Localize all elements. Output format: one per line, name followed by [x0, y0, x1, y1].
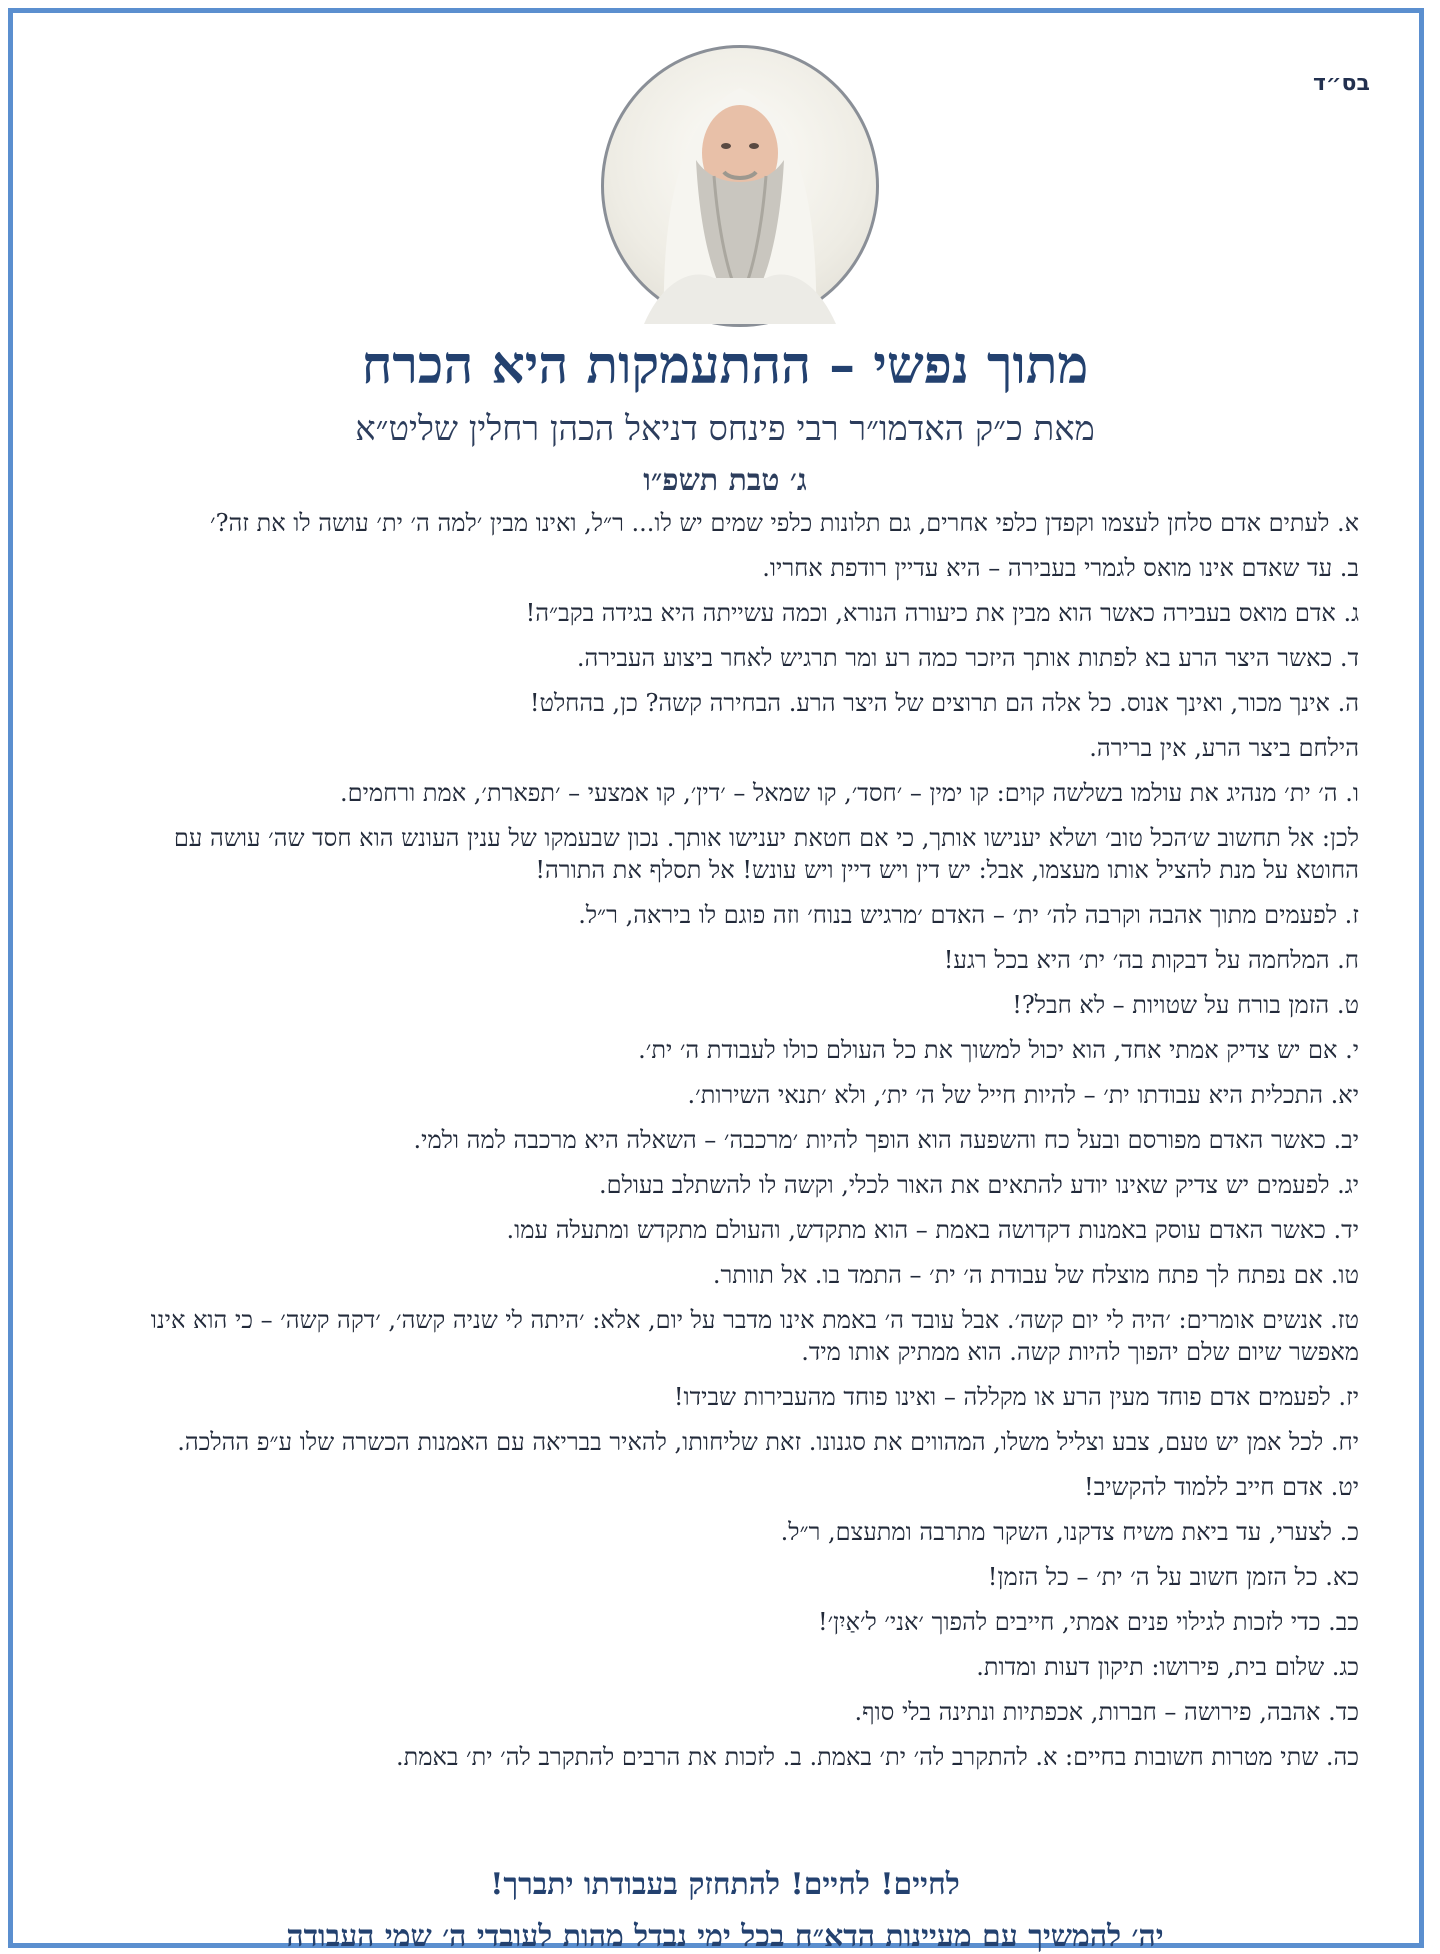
- paragraph: כ. לצערי, עד ביאת משיח צדקנו, השקר מתרבה ומתעצם, ר״ל.: [780, 1518, 1359, 1546]
- paragraph: ו. ה׳ ית׳ מנהיג את עולמו בשלשה קוים: קו ימין – ׳חסד׳, קו שמאל – ׳דין׳, קו אמצעי – ׳תפארת׳, אמת ורחמים.: [340, 779, 1359, 807]
- paragraph: יד. כאשר האדם עוסק באמנות דקדושה באמת – הוא מתקדש, והעולם מתקדש ומתעלה עמו.: [506, 1216, 1359, 1244]
- teachings-list: [109, 507, 1359, 1786]
- paragraph: כב. כדי לזכות לגילוי פנים אמתי, חייבים להפוך ׳אני׳ ל׳אַיִן׳!: [817, 1608, 1359, 1636]
- paragraph: כא. כל הזמן חשוב על ה׳ ית׳ – כל הזמן!: [987, 1563, 1359, 1591]
- paragraph: ד. כאשר היצר הרע בא לפתות אותך היזכר כמה רע ומר תרגיש לאחר ביצוע העבירה.: [576, 644, 1359, 672]
- rabbi-portrait-image: [601, 45, 879, 327]
- paragraph: ה. אינך מכור, ואינך אנוס. כל אלה הם תרוצים של היצר הרע. הבחירה קשה? כן, בהחלט!: [529, 689, 1359, 717]
- page-border: [8, 8, 1424, 1954]
- paragraph: יג. לפעמים יש צדיק שאינו יודע להתאים את האור לכלי, וקשה לו להשתלב בעולם.: [599, 1171, 1359, 1199]
- paragraph: טו. אם נפתח לך פתח מוצלח של עבודת ה׳ ית׳ – התמד בו. אל תוותר.: [712, 1261, 1359, 1289]
- paragraph: הילחם ביצר הרע, אין ברירה.: [1089, 734, 1359, 762]
- paragraph: כד. אהבה, פירושה – חברות, אכפתיות ונתינה בלי סוף.: [854, 1698, 1359, 1726]
- paragraph: טז. אנשים אומרים: ׳היה לי יום קשה׳. אבל עובד ה׳ באמת אינו מדבר על יום, אלא: ׳היתה לי שניה קשה׳, ׳דקה קשה׳ – כי הוא אינו מאפשר שיום שלם יהפוך להיות קשה. הוא ממתיק אותו מיד.: [150, 1306, 1359, 1366]
- paragraph: י. אם יש צדיק אמתי אחד, הוא יכול למשוך את כל העולם כולו לעבודת ה׳ ית׳.: [638, 1036, 1359, 1064]
- author-line: מאת כ״ק האדמו״ר רבי פינחס דניאל הכהן רחלין שליט״א: [355, 409, 1095, 449]
- paragraph: א. לעתים אדם סלחן לעצמו וקפדן כלפי אחרים, גם תלונות כלפי שמים יש לו... ר״ל, ואינו מבין ׳למה ה׳ ית׳ עושה לו את זה?׳: [210, 509, 1359, 537]
- paragraph: יא. התכלית היא עבודתו ית׳ – להיות חייל של ה׳ ית׳, ולא ׳תנאי השירות׳.: [687, 1081, 1359, 1109]
- paragraph: כג. שלום בית, פירושו: תיקון דעות ומדות.: [976, 1653, 1359, 1681]
- closing-blessing: לחיים! לחיים! להתחזק בעבודתו יתברך!: [490, 1867, 960, 1902]
- paragraph: יח. לכל אמן יש טעם, צבע וצליל משלו, המהווים את סגנונו. זאת שליחותו, להאיר בבריאה עם האמנות הכשרה שלו ע״פ ההלכה.: [177, 1428, 1359, 1456]
- paragraph: ט. הזמן בורח על שטויות – לא חבל?!: [1012, 991, 1359, 1019]
- cutoff-line: יה׳ להמשיך עם מעיינות הדא״ח בכל ימי נבדל מהות לעובדי ה׳ שמי העבודה: [286, 1919, 1164, 1954]
- paragraph: ח. המלחמה על דבקות בה׳ ית׳ היא בכל רגע!: [943, 946, 1359, 974]
- paragraph: ב. עד שאדם אינו מואס לגמרי בעבירה – היא עדיין רודפת אחריו.: [762, 554, 1359, 582]
- paragraph: ז. לפעמים מתוך אהבה וקרבה לה׳ ית׳ – האדם ׳מרגיש בנוח׳ וזה פוגם לו ביראה, ר״ל.: [578, 901, 1359, 929]
- paragraph: יז. לפעמים אדם פוחד מעין הרע או מקללה – ואינו פוחד מהעבירות שבידו!: [673, 1383, 1359, 1411]
- page-title: מתוך נפשי – ההתעמקות היא הכרח: [361, 335, 1089, 396]
- paragraph: יט. אדם חייב ללמוד להקשיב!: [1084, 1473, 1359, 1501]
- paragraph: יב. כאשר האדם מפורסם ובעל כח והשפעה הוא הופך להיות ׳מרכבה׳ – השאלה היא מרכבה למה ולמי.: [413, 1126, 1359, 1154]
- paragraph: לכן: אל תחשוב ש׳הכל טוב׳ ושלא יענישו אותך, כי אם חטאת יענישו אותך. נכון שבעמקו של ענין העונש הוא חסד שה׳ עושה עם החוטא על מנת להציל אותו מעצמו, אבל: יש דין ויש דיין ויש עונש! אל תסלף את התורה!: [173, 824, 1359, 884]
- date-line: ג׳ טבת תשפ״ו: [643, 463, 807, 498]
- paragraph: ג. אדם מואס בעבירה כאשר הוא מבין את כיעורה הנורא, וכמה עשייתה היא בגידה בקב״ה!: [525, 599, 1359, 627]
- paragraph: כה. שתי מטרות חשובות בחיים: א. להתקרב לה׳ ית׳ באמת. ב. לזכות את הרבים להתקרב לה׳ ית׳ באמת.: [395, 1743, 1359, 1771]
- bsd-mark: בס״ד: [1313, 71, 1370, 96]
